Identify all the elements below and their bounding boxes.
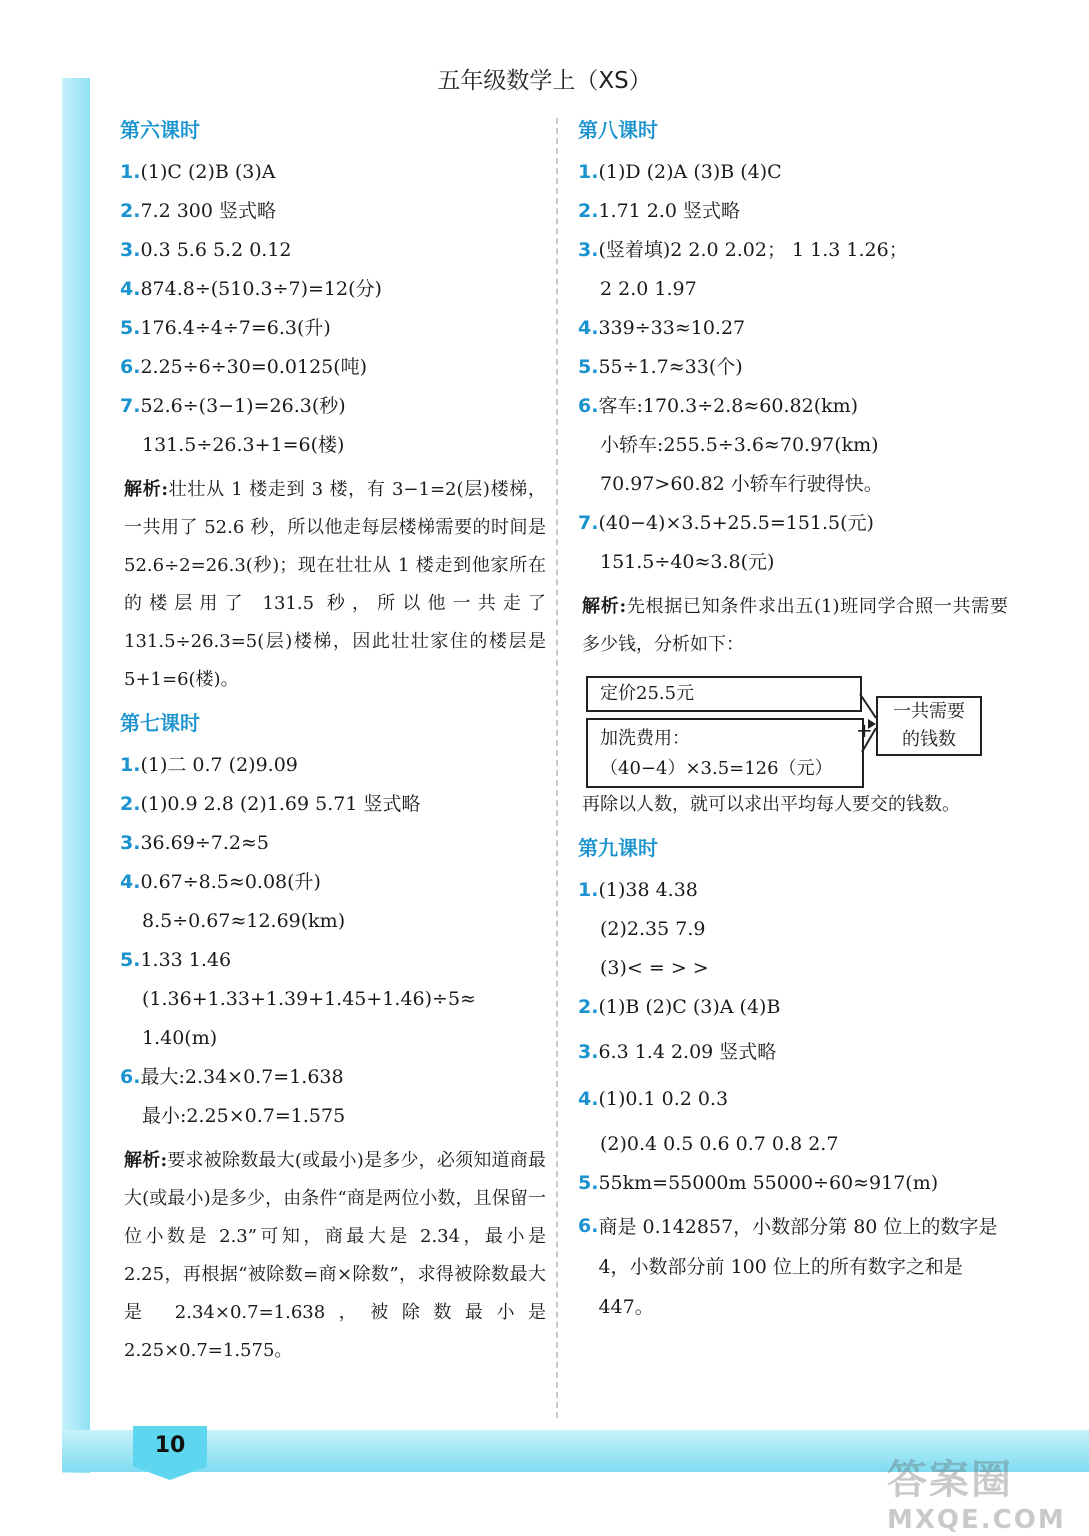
answer-row — [120, 746, 546, 785]
item-number: 6. — [120, 1066, 141, 1088]
answer-row — [578, 504, 1008, 543]
answer-continuation: 131.5÷26.3+1=6(楼) — [142, 434, 345, 456]
answer-row — [578, 153, 1008, 192]
answer-row — [120, 192, 546, 231]
arrow-line-top — [860, 694, 876, 718]
item-number: 4. — [120, 278, 141, 300]
answer-text: 7.2 300 竖式略 — [140, 200, 277, 222]
answer-text: 0.3 5.6 5.2 0.12 — [140, 239, 292, 261]
answer-continuation: 小轿车:255.5÷3.6≈70.97(km) — [600, 434, 879, 456]
answer-text: (1)二 0.7 (2)9.09 — [140, 754, 298, 776]
answer-continuation: 70.97>60.82 小轿车行驶得快。 — [600, 473, 883, 495]
answer-row — [120, 231, 546, 270]
answer-text: (40−4)×3.5+25.5=151.5(元) — [598, 512, 874, 534]
answer-text: 52.6÷(3−1)=26.3(秒) — [140, 395, 346, 417]
item-number: 5. — [120, 317, 141, 339]
item-number: 3. — [578, 1041, 599, 1063]
answer-text: 最大:2.34×0.7=1.638 — [140, 1066, 344, 1088]
answer-text: 1.71 2.0 竖式略 — [598, 200, 741, 222]
analysis-text: 壮壮从 1 楼走到 3 楼，有 3−1=2(层)楼梯，一共用了 52.6 秒，所以他走每层楼梯需要的时间是 52.6÷2=26.3(秒)；现在壮壮从 1 楼走到他家所在的楼层用了 131.5 秒，所以他一共走了 131.5÷26.3=5(层)楼梯，因此壮壮家住的楼层是 5+1=6(楼)。 — [124, 479, 547, 690]
item-number: 3. — [578, 239, 599, 261]
answer-row — [120, 348, 546, 387]
item-number: 1. — [578, 161, 599, 183]
item-number: 2. — [120, 793, 141, 815]
analysis-block — [582, 588, 1008, 664]
item-number: 6. — [578, 395, 599, 417]
item-number: 4. — [578, 1088, 599, 1110]
item-number: 1. — [120, 161, 141, 183]
left-column — [120, 108, 546, 1378]
answer-continuation: 8.5÷0.67≈12.69(km) — [142, 910, 346, 932]
item-number: 5. — [578, 1172, 599, 1194]
answer-row — [120, 387, 546, 426]
answer-continuation: (3)< = > > — [600, 957, 709, 979]
cost-diagram — [586, 672, 1008, 780]
answer-row — [578, 231, 1008, 270]
answer-row — [578, 988, 1008, 1027]
diagram-extra-line2: （40−4）×3.5=126（元） — [600, 758, 833, 779]
answer-row — [578, 1033, 1008, 1072]
lesson6-title: 第六课时 — [120, 118, 200, 142]
answer-row — [120, 270, 546, 309]
analysis-block — [124, 1142, 546, 1370]
analysis-text: 先根据已知条件求出五(1)班同学合照一共需要多少钱，分析如下： — [582, 596, 1008, 655]
answer-text: (1)B (2)C (3)A (4)B — [598, 996, 781, 1018]
answer-text: (1)C (2)B (3)A — [140, 161, 276, 183]
item-number: 4. — [578, 317, 599, 339]
item-number: 6. — [120, 356, 141, 378]
answer-row — [120, 153, 546, 192]
item-number: 5. — [578, 356, 599, 378]
diagram-arrows — [586, 672, 876, 780]
item-number: 7. — [120, 395, 141, 417]
answer-text: 商是 0.142857，小数部分第 80 位上的数字是 4，小数部分前 100 位上的所有数字之和是 447。 — [598, 1216, 998, 1318]
answer-text: 36.69÷7.2≈5 — [140, 832, 269, 854]
item-number: 3. — [120, 832, 141, 854]
lesson7-title: 第七课时 — [120, 711, 200, 735]
answer-text: (1)38 4.38 — [598, 879, 698, 901]
analysis-text: 要求被除数最大(或最小)是多少，必须知道商最大(或最小)是多少，由条件“商是两位小数，且保留一位小数是 2.3”可知，商最大是 2.34，最小是 2.25，再根据“被除数=商×除数”，求得被除数最大是 2.34×0.7=1.638，被除数最小是 2.25×0.7=1.575。 — [124, 1150, 546, 1361]
answer-row — [578, 871, 1008, 910]
answer-text: 6.3 1.4 2.09 竖式略 — [598, 1041, 777, 1063]
diagram-total-line1: 一共需要 — [893, 701, 965, 722]
analysis-label: 解析: — [582, 596, 627, 617]
item-number: 2. — [578, 996, 599, 1018]
answer-text: 0.67÷8.5≈0.08(升) — [140, 871, 321, 893]
answer-row — [578, 387, 1008, 426]
answer-text: (竖着填)2 2.0 2.02； 1 1.3 1.26； — [598, 239, 908, 261]
page-header: 五年级数学上（XS） — [437, 68, 652, 94]
answer-continuation: 2 2.0 1.97 — [600, 278, 697, 300]
answer-row — [578, 1164, 1008, 1203]
answer-text: 1.33 1.46 — [140, 949, 232, 971]
item-number: 5. — [120, 949, 141, 971]
watermark-line2: MXQE.COM — [887, 1505, 1066, 1535]
answer-row — [120, 863, 546, 902]
answer-row — [120, 1058, 546, 1097]
page-number: 10 — [154, 1433, 186, 1458]
diagram-total-line2: 的钱数 — [902, 729, 956, 750]
answer-text: 客车:170.3÷2.8≈60.82(km) — [598, 395, 859, 417]
answer-text: 55km=55000m 55000÷60≈917(m) — [598, 1172, 939, 1194]
answer-row — [120, 824, 546, 863]
item-number: 7. — [578, 512, 599, 534]
analysis-label: 解析: — [124, 479, 169, 500]
diagram-plus: + — [856, 718, 873, 742]
answer-continuation: (2)2.35 7.9 — [600, 918, 706, 940]
answer-text: 176.4÷4÷7=6.3(升) — [140, 317, 331, 339]
answer-text: 2.25÷6÷30=0.0125(吨) — [140, 356, 368, 378]
page-frame-left — [62, 78, 90, 1473]
answer-text: (1)D (2)A (3)B (4)C — [598, 161, 782, 183]
watermark-logo — [887, 1448, 1077, 1535]
item-number: 3. — [120, 239, 141, 261]
lesson9-title: 第九课时 — [578, 836, 658, 860]
analysis-block — [124, 471, 546, 699]
answer-text: 874.8÷(510.3÷7)=12(分) — [140, 278, 382, 300]
answer-text: 339÷33≈10.27 — [598, 317, 746, 339]
answer-continuation: 最小:2.25×0.7=1.575 — [142, 1105, 346, 1127]
watermark-line1: 答案圈 — [887, 1457, 1013, 1503]
diagram-extra-line1: 加洗费用： — [600, 728, 690, 749]
item-number: 1. — [578, 879, 599, 901]
answer-continuation: (1.36+1.33+1.39+1.45+1.46)÷5≈ — [142, 988, 476, 1010]
item-number: 2. — [120, 200, 141, 222]
right-column — [578, 108, 1008, 1327]
item-number: 4. — [120, 871, 141, 893]
diagram-price-box: 定价25.5元 — [586, 676, 862, 712]
answer-row — [120, 941, 546, 980]
answer-continuation: 151.5÷40≈3.8(元) — [600, 551, 775, 573]
item-number: 1. — [120, 754, 141, 776]
item-number: 2. — [578, 200, 599, 222]
answer-text: (1)0.1 0.2 0.3 — [598, 1088, 729, 1110]
answer-row — [578, 1080, 1008, 1119]
answer-row — [120, 785, 546, 824]
lesson8-title: 第八课时 — [578, 118, 658, 142]
answer-continuation: (2)0.4 0.5 0.6 0.7 0.8 2.7 — [600, 1133, 839, 1155]
analysis-after-text: 再除以人数，就可以求出平均每人要交的钱数。 — [582, 794, 960, 815]
answer-row — [578, 1207, 1008, 1327]
answer-continuation: 1.40(m) — [142, 1027, 218, 1049]
answer-row — [578, 309, 1008, 348]
analysis-label: 解析: — [124, 1150, 168, 1171]
column-divider — [556, 118, 558, 1418]
answer-row — [578, 192, 1008, 231]
answer-row — [120, 309, 546, 348]
diagram-total-box — [876, 696, 982, 756]
item-number: 6. — [578, 1215, 599, 1237]
answer-text: 55÷1.7≈33(个) — [598, 356, 743, 378]
answer-text: (1)0.9 2.8 (2)1.69 5.71 竖式略 — [140, 793, 421, 815]
answer-row — [578, 348, 1008, 387]
